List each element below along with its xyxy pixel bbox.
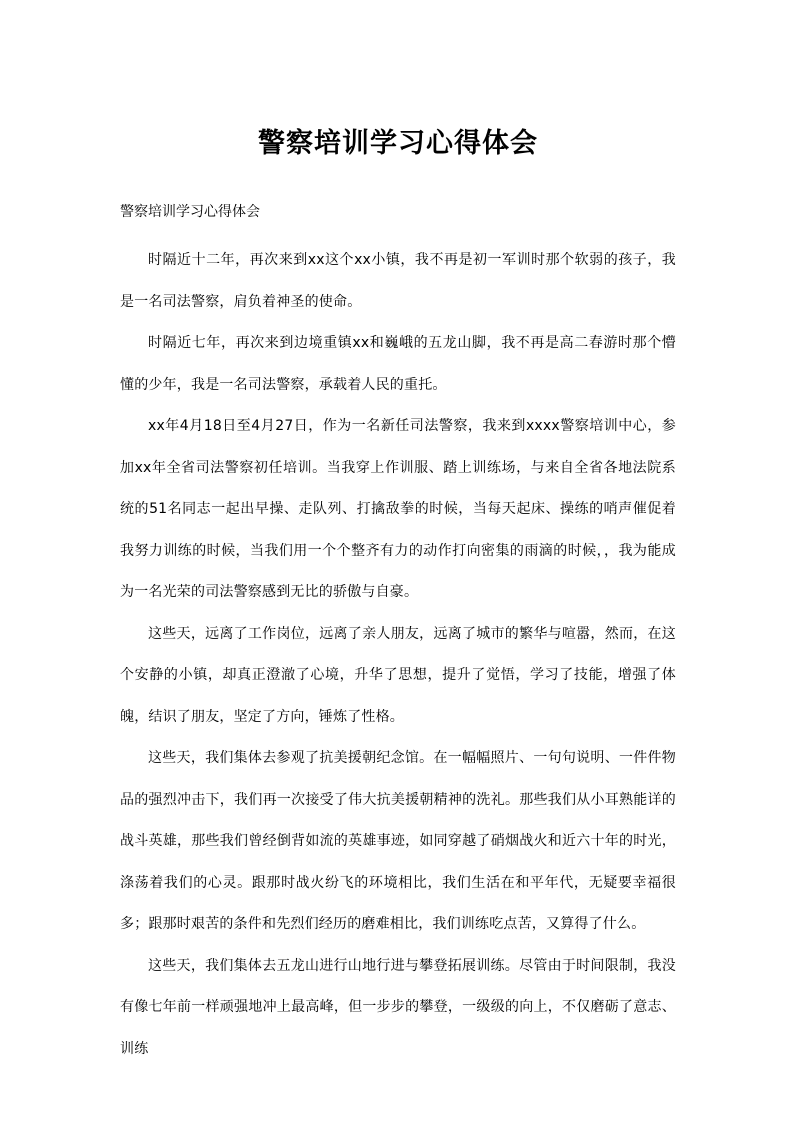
document-body <box>120 240 676 1070</box>
paragraph: 时隔近七年，再次来到边境重镇xx和巍峨的五龙山脚，我不再是高二春游时那个懵懂的少年，我是一名司法警察，承载着人民的重托。 <box>120 335 676 393</box>
paragraph: 时隔近十二年，再次来到xx这个xx小镇，我不再是初一军训时那个软弱的孩子，我是一名司法警察，肩负着神圣的使命。 <box>120 252 676 310</box>
document-title: 警察培训学习心得体会 <box>258 128 538 159</box>
paragraph: xx年4月18日至4月27日，作为一名新任司法警察，我来到xxxx警察培训中心，参加xx年全省司法警察初任培训。当我穿上作训服、踏上训练场，与来自全省各地法院系统的51名同志一起出早操、走队列、打擒敌拳的时候，当每天起床、操练的哨声催促着我努力训练的时候，当我们用一个个整齐有力的动作打向密集的雨滴的时候，，我为能成为一名光荣的司法警察感到无比的骄傲与自豪。 <box>120 418 676 600</box>
paragraph: 这些天，远离了工作岗位，远离了亲人朋友，远离了城市的繁华与喧嚣，然而，在这个安静的小镇，却真正澄澈了心境，升华了思想，提升了觉悟，学习了技能，增强了体魄，结识了朋友，坚定了方向，锤炼了性格。 <box>120 625 676 725</box>
paragraph: 这些天，我们集体去参观了抗美援朝纪念馆。在一幅幅照片、一句句说明、一件件物品的强烈冲击下，我们再一次接受了伟大抗美援朝精神的洗礼。那些我们从小耳熟能详的战斗英雄，那些我们曾经倒背如流的英雄事迹，如同穿越了硝烟战火和近六十年的时光，涤荡着我们的心灵。跟那时战火纷飞的环境相比，我们生活在和平年代，无疑要幸福很多；跟那时艰苦的条件和先烈们经历的磨难相比，我们训练吃点苦，又算得了什么。 <box>120 750 676 932</box>
document-page <box>120 0 676 1123</box>
document-subtitle: 警察培训学习心得体会 <box>120 204 260 220</box>
paragraph: 这些天，我们集体去五龙山进行山地行进与攀登拓展训练。尽管由于时间限制，我没有像七年前一样顽强地冲上最高峰，但一步步的攀登，一级级的向上，不仅磨砺了意志、训练 <box>120 957 676 1057</box>
